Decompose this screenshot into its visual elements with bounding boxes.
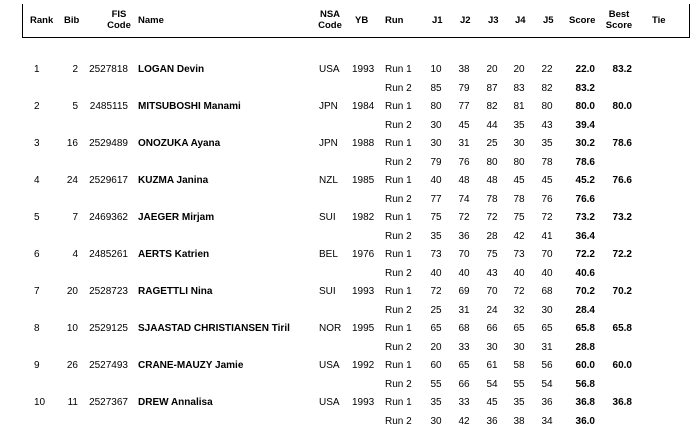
judge-score-2: 33 <box>458 342 470 353</box>
judge-score-2: 36 <box>458 231 470 242</box>
judge-score-3: 24 <box>486 305 498 316</box>
run-label: Run 2 <box>385 342 412 353</box>
rank-cell: 9 <box>34 360 40 371</box>
athlete-name: CRANE-MAUZY Jamie <box>138 360 244 371</box>
run-score-cell: 36.4 <box>575 231 595 242</box>
nsa-code-cell: USA <box>319 64 340 75</box>
nsa-code-cell: SUI <box>319 286 336 297</box>
judge-score-5: 31 <box>541 342 553 353</box>
run-label: Run 2 <box>385 305 412 316</box>
rank-cell: 7 <box>34 286 40 297</box>
judge-score-1: 73 <box>430 249 442 260</box>
nsa-code-cell: BEL <box>319 249 338 260</box>
judge-score-2: 31 <box>458 305 470 316</box>
year-born-cell: 1982 <box>352 212 375 223</box>
run-label: Run 2 <box>385 120 412 131</box>
judge-score-2: 68 <box>458 323 470 334</box>
run-score-cell: 39.4 <box>575 120 595 131</box>
judge-score-1: 30 <box>430 120 442 131</box>
fis-code-cell: 2469362 <box>89 212 128 223</box>
run-label: Run 2 <box>385 379 412 390</box>
judge-score-4: 32 <box>513 305 525 316</box>
judge-score-5: 40 <box>541 268 553 279</box>
judge-score-4: 40 <box>513 268 525 279</box>
fis-code-cell: 2527367 <box>89 397 128 408</box>
header-name: Name <box>138 15 164 26</box>
run-score-cell: 70.2 <box>575 286 595 297</box>
judge-score-2: 66 <box>458 379 470 390</box>
run-label: Run 1 <box>385 249 412 260</box>
bib-cell: 26 <box>66 360 78 371</box>
judge-score-1: 20 <box>430 342 442 353</box>
judge-score-4: 35 <box>513 397 525 408</box>
judge-score-3: 45 <box>486 397 498 408</box>
judge-score-5: 54 <box>541 379 553 390</box>
bib-cell: 10 <box>66 323 78 334</box>
judge-score-2: 77 <box>458 101 470 112</box>
fis-code-cell: 2529617 <box>89 175 128 186</box>
judge-score-4: 20 <box>513 64 525 75</box>
run-score-cell: 28.4 <box>575 305 595 316</box>
judge-score-1: 35 <box>430 397 442 408</box>
judge-score-2: 74 <box>458 194 470 205</box>
nsa-code-cell: USA <box>319 360 340 371</box>
run-score-cell: 36.0 <box>575 416 595 427</box>
run-score-cell: 28.8 <box>575 342 595 353</box>
judge-score-5: 35 <box>541 138 553 149</box>
best-score-cell: 76.6 <box>612 175 632 186</box>
run-label: Run 1 <box>385 360 412 371</box>
best-score-cell: 73.2 <box>612 212 632 223</box>
judge-score-1: 10 <box>430 64 442 75</box>
run-score-cell: 73.2 <box>575 212 595 223</box>
judge-score-4: 38 <box>513 416 525 427</box>
judge-score-1: 75 <box>430 212 442 223</box>
judge-score-3: 78 <box>486 194 498 205</box>
bib-cell: 7 <box>72 212 78 223</box>
header-yb: YB <box>355 15 369 26</box>
judge-score-5: 41 <box>541 231 553 242</box>
fis-code-cell: 2529489 <box>89 138 128 149</box>
best-score-cell: 70.2 <box>612 286 632 297</box>
judge-score-1: 25 <box>430 305 442 316</box>
athlete-name: ONOZUKA Ayana <box>138 138 221 149</box>
athlete-name: MITSUBOSHI Manami <box>138 101 241 112</box>
judge-score-2: 70 <box>458 249 470 260</box>
judge-score-3: 25 <box>486 138 498 149</box>
judge-score-1: 30 <box>430 138 442 149</box>
judge-score-5: 80 <box>541 101 553 112</box>
run-score-cell: 76.6 <box>575 194 595 205</box>
year-born-cell: 1988 <box>352 138 375 149</box>
rank-cell: 2 <box>34 101 40 112</box>
athlete-name: DREW Annalisa <box>138 397 213 408</box>
fis-code-cell: 2485115 <box>89 101 128 112</box>
best-score-cell: 60.0 <box>612 360 632 371</box>
judge-score-3: 82 <box>486 101 498 112</box>
run-score-cell: 72.2 <box>575 249 595 260</box>
bib-cell: 5 <box>72 101 78 112</box>
run-label: Run 2 <box>385 83 412 94</box>
judge-score-5: 72 <box>541 212 553 223</box>
header-tie: Tie <box>652 15 666 26</box>
judge-score-4: 73 <box>513 249 525 260</box>
judge-score-4: 78 <box>513 194 525 205</box>
run-label: Run 1 <box>385 212 412 223</box>
header-j1: J1 <box>432 15 443 26</box>
run-score-cell: 60.0 <box>575 360 595 371</box>
bib-cell: 11 <box>67 397 78 408</box>
year-born-cell: 1976 <box>352 249 375 260</box>
year-born-cell: 1993 <box>352 397 375 408</box>
judge-score-5: 36 <box>541 397 553 408</box>
judge-score-5: 65 <box>541 323 553 334</box>
run-label: Run 2 <box>385 194 412 205</box>
judge-score-4: 83 <box>513 83 525 94</box>
year-born-cell: 1995 <box>352 323 375 334</box>
judge-score-1: 77 <box>430 194 442 205</box>
run-label: Run 2 <box>385 416 412 427</box>
run-score-cell: 78.6 <box>575 157 595 168</box>
bib-cell: 2 <box>72 64 78 75</box>
judge-score-1: 30 <box>430 416 442 427</box>
best-score-cell: 36.8 <box>612 397 632 408</box>
header-run: Run <box>385 15 404 26</box>
athlete-name: JAEGER Mirjam <box>138 212 215 223</box>
judge-score-5: 70 <box>541 249 553 260</box>
year-born-cell: 1984 <box>352 101 375 112</box>
nsa-code-cell: JPN <box>319 138 338 149</box>
judge-score-4: 72 <box>513 286 525 297</box>
judge-score-3: 66 <box>486 323 498 334</box>
run-label: Run 1 <box>385 286 412 297</box>
best-score-cell: 72.2 <box>612 249 632 260</box>
judge-score-4: 30 <box>513 342 525 353</box>
fis-code-cell: 2485261 <box>89 249 128 260</box>
run-label: Run 2 <box>385 157 412 168</box>
judge-score-2: 76 <box>458 157 470 168</box>
nsa-code-cell: SUI <box>319 212 336 223</box>
run-label: Run 1 <box>385 175 412 186</box>
run-score-cell: 36.8 <box>575 397 595 408</box>
run-score-cell: 80.0 <box>575 101 595 112</box>
rank-cell: 4 <box>34 175 40 186</box>
run-score-cell: 30.2 <box>575 138 595 149</box>
run-label: Run 1 <box>385 101 412 112</box>
year-born-cell: 1993 <box>352 286 375 297</box>
judge-score-4: 55 <box>513 379 525 390</box>
judge-score-4: 35 <box>513 120 525 131</box>
bib-cell: 20 <box>66 286 78 297</box>
header-j3: J3 <box>488 15 499 26</box>
judge-score-1: 80 <box>430 101 442 112</box>
athlete-name: KUZMA Janina <box>138 175 209 186</box>
judge-score-2: 45 <box>458 120 470 131</box>
fis-code-cell: 2527818 <box>89 64 128 75</box>
judge-score-5: 76 <box>541 194 553 205</box>
judge-score-4: 42 <box>513 231 525 242</box>
judge-score-3: 48 <box>486 175 498 186</box>
header-score: Score <box>569 15 596 26</box>
best-score-cell: 78.6 <box>612 138 632 149</box>
run-label: Run 1 <box>385 323 412 334</box>
nsa-code-cell: NOR <box>319 323 342 334</box>
judge-score-2: 31 <box>458 138 470 149</box>
rank-cell: 3 <box>34 138 40 149</box>
judge-score-4: 81 <box>513 101 525 112</box>
best-score-cell: 80.0 <box>612 101 632 112</box>
run-score-cell: 56.8 <box>575 379 595 390</box>
judge-score-2: 42 <box>458 416 470 427</box>
judge-score-5: 68 <box>541 286 553 297</box>
judge-score-1: 79 <box>430 157 442 168</box>
judge-score-4: 58 <box>513 360 525 371</box>
judge-score-1: 72 <box>430 286 442 297</box>
rank-cell: 10 <box>34 397 46 408</box>
judge-score-3: 44 <box>486 120 498 131</box>
judge-score-5: 22 <box>541 64 553 75</box>
judge-score-1: 40 <box>430 268 442 279</box>
judge-score-3: 61 <box>486 360 498 371</box>
judge-score-3: 80 <box>486 157 498 168</box>
run-score-cell: 45.2 <box>575 175 595 186</box>
judge-score-2: 33 <box>458 397 470 408</box>
year-born-cell: 1985 <box>352 175 375 186</box>
rank-cell: 6 <box>34 249 40 260</box>
year-born-cell: 1992 <box>352 360 375 371</box>
judge-score-5: 34 <box>541 416 553 427</box>
judge-score-4: 65 <box>513 323 525 334</box>
rank-cell: 5 <box>34 212 40 223</box>
header-j5: J5 <box>543 15 554 26</box>
rank-cell: 8 <box>34 323 40 334</box>
athlete-name: SJAASTAD CHRISTIANSEN Tiril <box>138 323 290 334</box>
judge-score-5: 43 <box>541 120 553 131</box>
judge-score-3: 20 <box>486 64 498 75</box>
athlete-name: AERTS Katrien <box>138 249 210 260</box>
bib-cell: 4 <box>72 249 78 260</box>
bib-cell: 24 <box>66 175 78 186</box>
run-label: Run 2 <box>385 268 412 279</box>
best-score-cell: 83.2 <box>612 64 632 75</box>
run-score-cell: 65.8 <box>575 323 595 334</box>
header-j2: J2 <box>460 15 471 26</box>
run-score-cell: 83.2 <box>575 83 595 94</box>
judge-score-3: 28 <box>486 231 498 242</box>
judge-score-1: 35 <box>430 231 442 242</box>
run-score-cell: 40.6 <box>575 268 595 279</box>
judge-score-5: 56 <box>541 360 553 371</box>
nsa-code-cell: NZL <box>319 175 338 186</box>
header-bib: Bib <box>64 15 80 26</box>
judge-score-2: 72 <box>458 212 470 223</box>
judge-score-3: 30 <box>486 342 498 353</box>
best-score-cell: 65.8 <box>612 323 632 334</box>
run-label: Run 1 <box>385 397 412 408</box>
header-j4: J4 <box>515 15 526 26</box>
judge-score-5: 30 <box>541 305 553 316</box>
judge-score-3: 36 <box>486 416 498 427</box>
header-rank: Rank <box>30 15 54 26</box>
judge-score-1: 40 <box>430 175 442 186</box>
athlete-name: RAGETTLI Nina <box>138 286 213 297</box>
judge-score-4: 75 <box>513 212 525 223</box>
judge-score-2: 40 <box>458 268 470 279</box>
judge-score-2: 65 <box>458 360 470 371</box>
judge-score-4: 30 <box>513 138 525 149</box>
judge-score-3: 70 <box>486 286 498 297</box>
judge-score-3: 75 <box>486 249 498 260</box>
rank-cell: 1 <box>34 64 40 75</box>
fis-code-cell: 2528723 <box>89 286 128 297</box>
nsa-code-cell: JPN <box>319 101 338 112</box>
judge-score-1: 85 <box>430 83 442 94</box>
judge-score-5: 78 <box>541 157 553 168</box>
run-score-cell: 22.0 <box>575 64 595 75</box>
judge-score-4: 80 <box>513 157 525 168</box>
judge-score-4: 45 <box>513 175 525 186</box>
judge-score-3: 87 <box>486 83 498 94</box>
bib-cell: 16 <box>66 138 78 149</box>
run-label: Run 1 <box>385 64 412 75</box>
judge-score-1: 55 <box>430 379 442 390</box>
header-nsa-code: NSA Code <box>318 9 342 31</box>
judge-score-1: 60 <box>430 360 442 371</box>
judge-score-5: 45 <box>541 175 553 186</box>
run-label: Run 1 <box>385 138 412 149</box>
fis-code-cell: 2527493 <box>89 360 128 371</box>
judge-score-2: 79 <box>458 83 470 94</box>
judge-score-3: 43 <box>486 268 498 279</box>
judge-score-5: 82 <box>541 83 553 94</box>
nsa-code-cell: USA <box>319 397 340 408</box>
header-fis-code: FIS Code <box>107 9 131 31</box>
header-best-score: Best Score <box>605 9 633 31</box>
athlete-name: LOGAN Devin <box>138 64 205 75</box>
judge-score-2: 69 <box>458 286 470 297</box>
judge-score-2: 38 <box>458 64 470 75</box>
judge-score-3: 54 <box>486 379 498 390</box>
judge-score-1: 65 <box>430 323 442 334</box>
judge-score-2: 48 <box>458 175 470 186</box>
run-label: Run 2 <box>385 231 412 242</box>
judge-score-3: 72 <box>486 212 498 223</box>
year-born-cell: 1993 <box>352 64 375 75</box>
fis-code-cell: 2529125 <box>89 323 128 334</box>
